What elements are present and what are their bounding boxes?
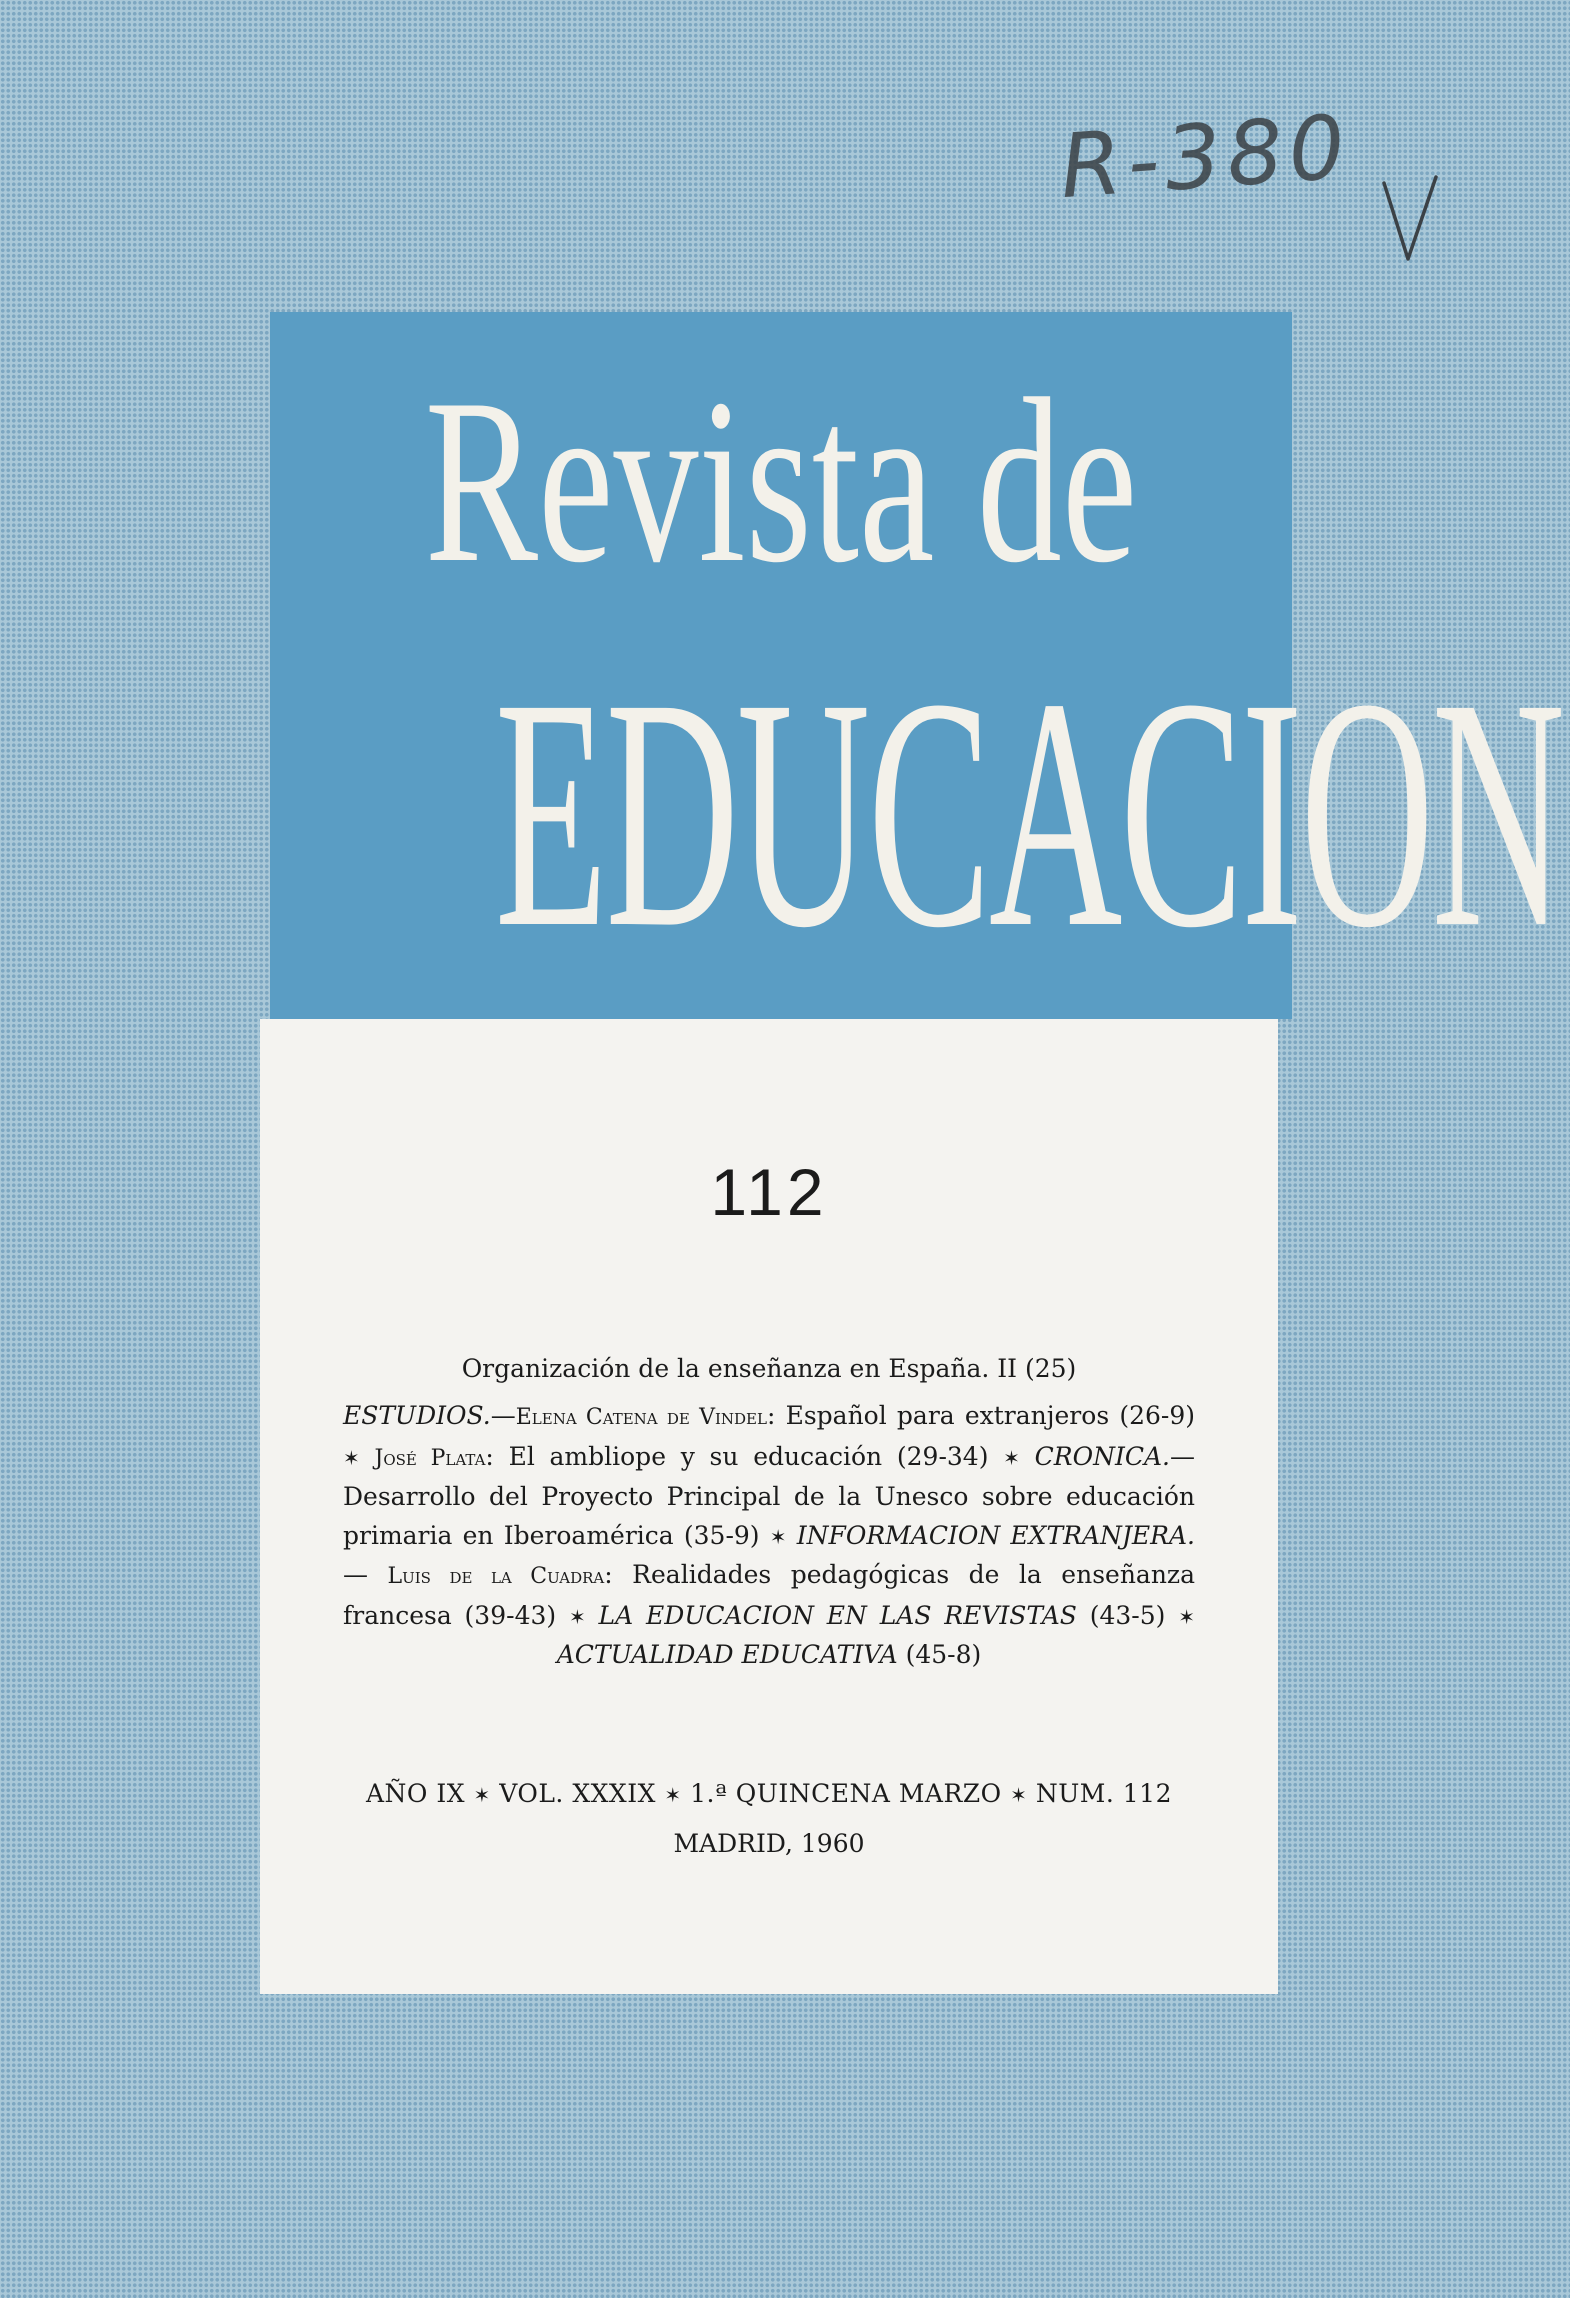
star-separator: ✶ (343, 1445, 360, 1470)
summary-heading: Organización de la enseñanza en España. II (25) (461, 1354, 1077, 1383)
content-panel (260, 1019, 1278, 1994)
article-actualidad-pages: (45-8) (897, 1640, 982, 1669)
title-panel (270, 312, 1563, 1019)
section-estudios: ESTUDIOS. (343, 1401, 491, 1430)
issue-info (260, 1779, 1278, 1808)
issue-num: NUM. 112 (1035, 1779, 1172, 1808)
author-elena-catena: Elena Catena de Vindel (515, 1405, 767, 1430)
title-line-educacion: EDUCACION (494, 631, 1563, 996)
section-educacion-revistas: LA EDUCACION EN LAS REVISTAS (598, 1600, 1077, 1630)
section-informacion-extranjera: INFORMACION EXTRANJERA. (796, 1520, 1195, 1550)
handwritten-note: R-380 (1056, 94, 1355, 219)
check-mark-icon (1380, 175, 1440, 265)
summary-body (343, 1397, 1195, 1675)
star-separator: ✶ (1003, 1445, 1020, 1470)
issue-volume: VOL. XXXIX (499, 1779, 656, 1808)
section-actualidad-educativa: ACTUALIDAD EDUCATIVA (556, 1640, 898, 1669)
star-separator: ✶ (664, 1783, 682, 1807)
star-separator: ✶ (568, 1604, 586, 1629)
issue-number: 112 (710, 1155, 828, 1229)
issue-year: AÑO IX (366, 1779, 466, 1808)
colon: : (485, 1441, 494, 1471)
colon: : (604, 1560, 613, 1589)
star-separator: ✶ (769, 1524, 787, 1549)
author-luis-de-la-cuadra: Luis de la Cuadra (387, 1564, 605, 1589)
star-separator: ✶ (1010, 1783, 1028, 1807)
dash: — (1170, 1441, 1195, 1471)
article-revistas-pages: (43-5) (1076, 1600, 1179, 1630)
article-realidades: Realidades pedagógicas de la enseñanza francesa (39-43) (343, 1560, 1196, 1630)
section-cronica: CRONICA. (1034, 1441, 1170, 1471)
dash: — (343, 1560, 368, 1589)
issue-fortnight: 1.ª QUINCENA MARZO (690, 1779, 1002, 1808)
colon: : (766, 1401, 776, 1430)
article-unesco: Desarrollo del Proyecto Principal de la Unesco sobre educación primaria en Iberoamérica (35-9) (343, 1482, 1195, 1550)
title-line-revista-de: Revista de (424, 351, 1138, 612)
dash: — (490, 1401, 516, 1430)
author-jose-plata: José Plata (374, 1445, 486, 1471)
star-separator: ✶ (473, 1783, 491, 1807)
issue-place-date: MADRID, 1960 (673, 1829, 865, 1858)
article-ambliope: El ambliope y su educación (29-34) (493, 1441, 1004, 1471)
article-espanol: Español para extranjeros (26-9) (775, 1401, 1196, 1430)
star-separator: ✶ (1178, 1604, 1195, 1629)
